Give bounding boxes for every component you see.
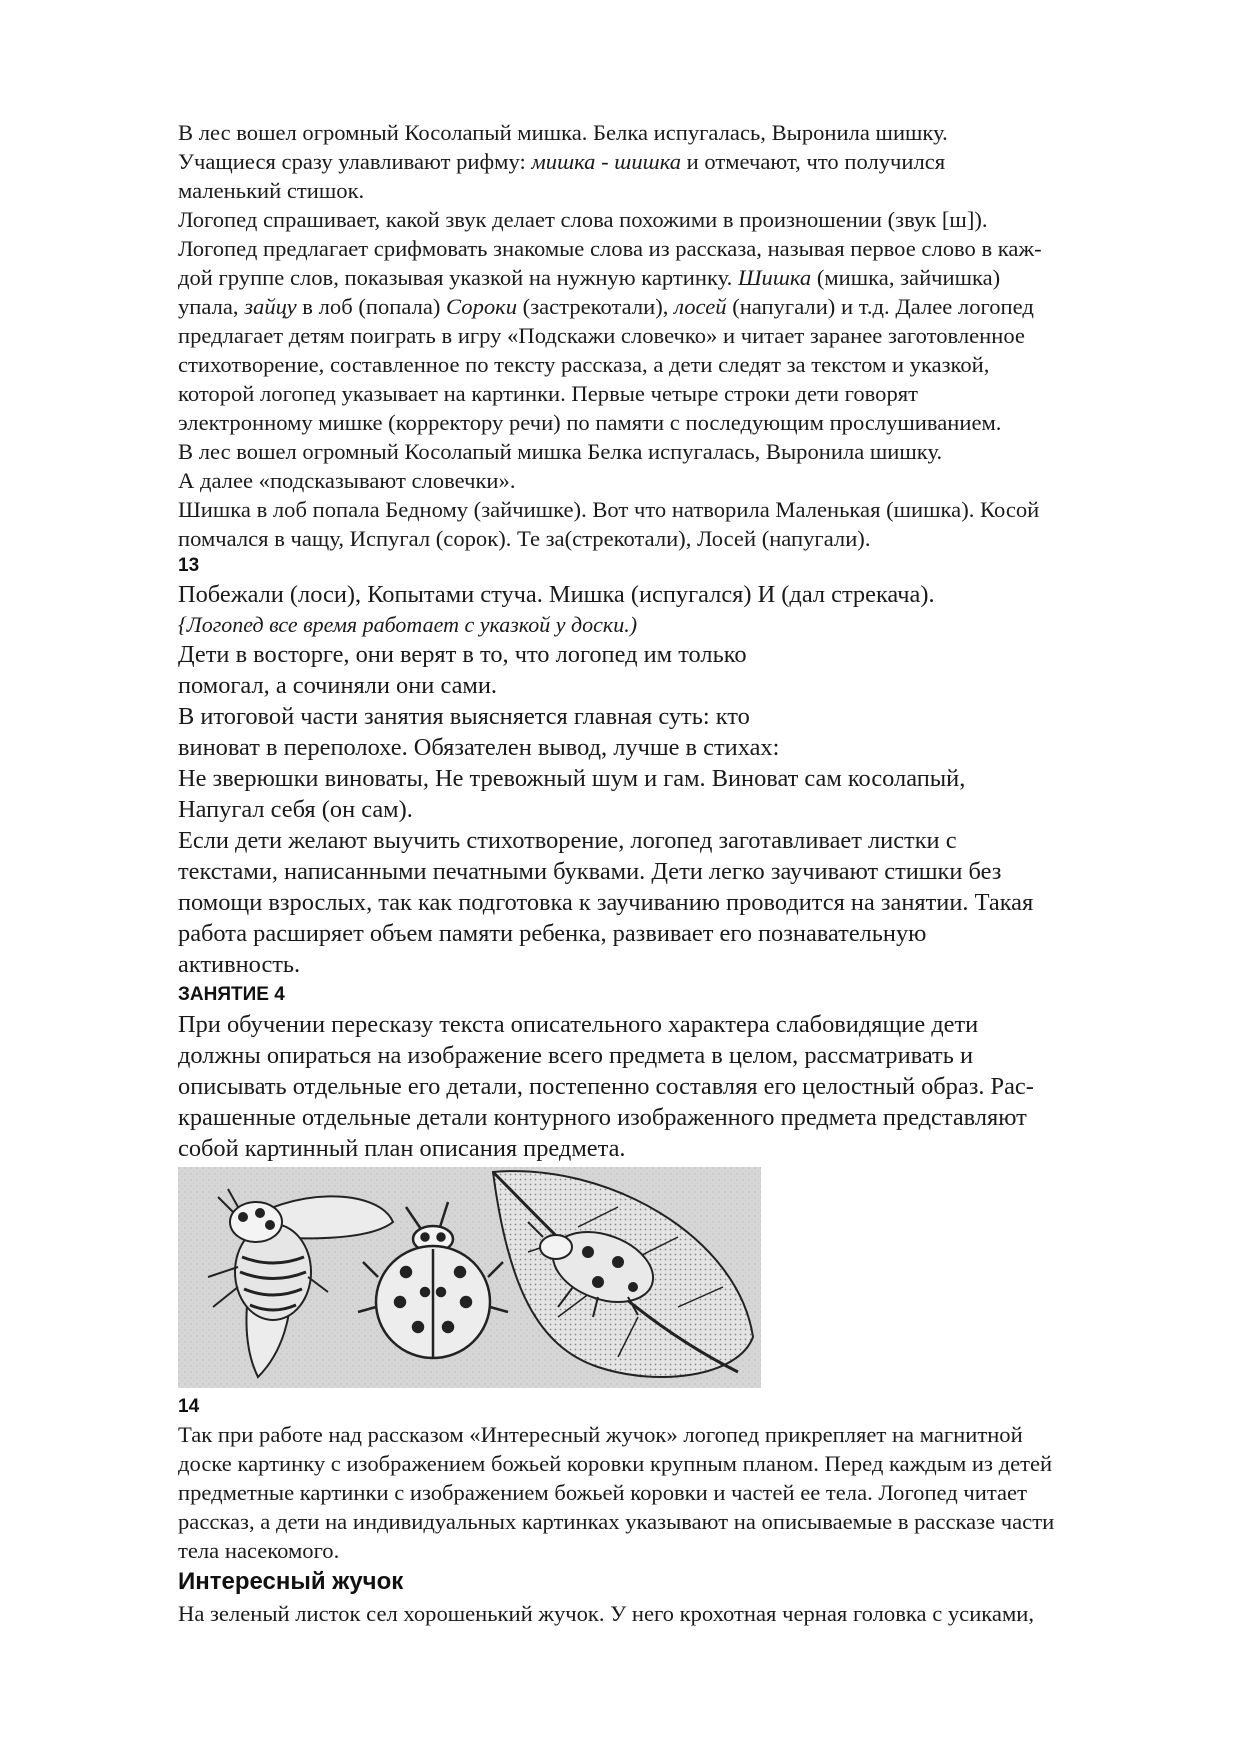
text-line: Логопед предлагает срифмовать знакомые слова из рассказа, называя первое слово в каж- [178, 236, 1042, 261]
text-line: помчался в чащу, Испугал (сорок). Те за(стрекотали), Лосей (напугали). [178, 526, 871, 551]
text-line: активность. [178, 951, 301, 978]
text-run: Учащиеся сразу улавливают рифму: [178, 149, 532, 174]
text-line: А далее «подсказывают словечки». [178, 468, 516, 493]
page-number: 14 [178, 1396, 200, 1417]
text-line: Не зверюшки виноваты, Не тревожный шум и гам. Виноват сам косолапый, [178, 765, 966, 792]
text-line: При обучении пересказу текста описательного характера слабовидящие дети [178, 1011, 979, 1038]
text-run: в лоб (попала) [296, 294, 447, 319]
text-line: Шишка в лоб попала Бедному (зайчишке). Вот что натворила Маленькая (шишка). Косой [178, 497, 1040, 522]
italic-run: мишка - шишка [531, 149, 681, 174]
text-line [178, 292, 1153, 321]
text-line: предлагает детям поиграть в игру «Подскажи словечко» и читает заранее заготовленное [178, 323, 1025, 348]
text-line: В лес вошел огромный Косолапый мишка Белка испугалась, Выронила шишку. [178, 439, 943, 464]
text-line: текстами, написанными печатными буквами. Дети легко заучивают стишки без [178, 858, 1002, 885]
text-line: описывать отдельные его детали, постепенно составляя его целостный образ. Рас- [178, 1073, 1034, 1100]
text-line: рассказ, а дети на индивидуальных картинках указывают на описываемые в рассказе части [178, 1509, 1055, 1534]
text-line: Так при работе над рассказом «Интересный жучок» логопед прикрепляет на магнитной [178, 1422, 1023, 1447]
text-line: которой логопед указывает на картинки. Первые четыре строки дети говорят [178, 381, 919, 406]
paragraph-story-setup [178, 1420, 1153, 1565]
paragraph-story-text [178, 1599, 1153, 1628]
text-line: Напугал себя (он сам). [178, 796, 413, 823]
text-line: Логопед спрашивает, какой звук делает слова похожими в произношении (звук [ш]). [178, 207, 988, 232]
text-line: крашенные отдельные детали контурного изображенного предмета представляют [178, 1104, 1027, 1131]
text-line: В лес вошел огромный Косолапый мишка. Белка испугалась, Выронила шишку. [178, 120, 948, 145]
italic-run: Сороки [446, 294, 518, 319]
text-line: виноват в переполохе. Обязателен вывод, лучше в стихах: [178, 734, 780, 761]
text-line: доске картинку с изображением божьей коровки крупным планом. Перед каждым из детей [178, 1451, 1053, 1476]
story-title: Интересный жучок [178, 1568, 404, 1595]
text-line [178, 263, 1153, 292]
paragraph-rhyme-exercise [178, 118, 1153, 553]
text-run: (напугали) и т.д. Далее логопед [726, 294, 1034, 319]
text-line: тела насекомого. [178, 1538, 340, 1563]
text-line: стихотворение, составленное по тексту рассказа, а дети следят за текстом и указкой, [178, 352, 990, 377]
text-run: и отмечают, что получился [681, 149, 946, 174]
paragraph-poem-summary [178, 579, 1153, 980]
text-run: дой группе слов, показывая указкой на нужную картинку. [178, 265, 738, 290]
text-line: На зеленый листок сел хорошенький жучок. У него крохотная черная головка с усиками, [178, 1601, 1034, 1626]
text-line: электронному мишке (корректору речи) по памяти с последующим прослушиванием. [178, 410, 1002, 435]
italic-run: лосей [674, 294, 727, 319]
text-line: предметные картинки с изображением божьей коровки и частей ее тела. Логопед читает [178, 1480, 1027, 1505]
text-run: (застрекотали), [517, 294, 675, 319]
page-number: 13 [178, 555, 200, 576]
text-line: должны опираться на изображение всего предмета в целом, рассматривать и [178, 1042, 973, 1069]
text-line: помогал, а сочиняли они сами. [178, 672, 497, 699]
text-line: работа расширяет объем памяти ребенка, развивает его познавательную [178, 920, 927, 947]
text-line: Побежали (лоси), Копытами стуча. Мишка (испугался) И (дал стрекача). [178, 581, 935, 608]
text-run: упала, [178, 294, 245, 319]
lesson-heading: ЗАНЯТИЕ 4 [178, 984, 285, 1005]
document-page [178, 118, 1153, 1628]
text-line: Дети в восторге, они верят в то, что логопед им только [178, 641, 747, 668]
text-line: Если дети желают выучить стихотворение, логопед заготавливает листки с [178, 827, 957, 854]
paragraph-lesson4-intro [178, 1009, 1153, 1164]
text-line [178, 147, 1153, 176]
ladybug-illustration [178, 1167, 761, 1388]
italic-note: {Логопед все время работает с указкой у доски.) [178, 612, 638, 637]
text-line: помощи взрослых, так как подготовка к заучиванию проводится на занятии. Такая [178, 889, 1034, 916]
text-run: (мишка, зайчишка) [811, 265, 1001, 290]
text-line: маленький стишок. [178, 178, 365, 203]
text-line: собой картинный план описания предмета. [178, 1135, 626, 1162]
text-line: В итоговой части занятия выясняется главная суть: кто [178, 703, 750, 730]
italic-run: зайцу [244, 294, 297, 319]
italic-run: Шишка [737, 265, 812, 290]
